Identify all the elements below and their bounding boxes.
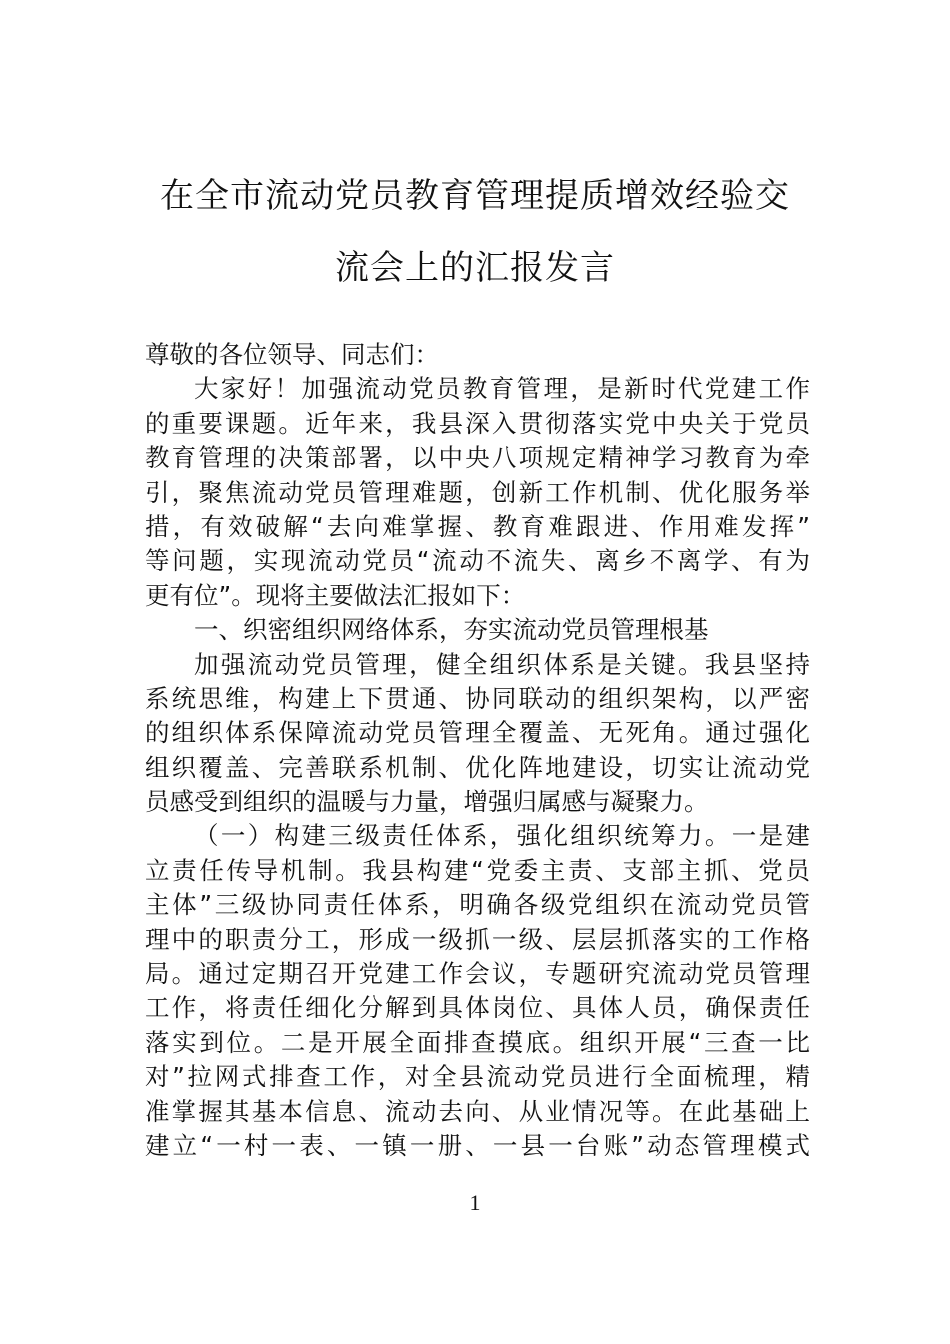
paragraph-line: 大家好！加强流动党员教育管理，是新时代党建工作 xyxy=(194,374,810,404)
document-body xyxy=(145,338,810,1163)
section-heading: 一、织密组织网络体系，夯实流动党员管理根基 xyxy=(194,615,709,645)
paragraph-line: 的组织体系保障流动党员管理全覆盖、无死角。通过强化 xyxy=(145,718,810,748)
paragraph-line: 局。通过定期召开党建工作会议，专题研究流动党员管理 xyxy=(145,959,810,989)
paragraph-line: 教育管理的决策部署，以中央八项规定精神学习教育为牵 xyxy=(145,443,810,473)
paragraph-line: 立责任传导机制。我县构建“党委主责、支部主抓、党员 xyxy=(145,855,810,885)
paragraph-line: 引，聚焦流动党员管理难题，创新工作机制、优化服务举 xyxy=(145,477,810,507)
salutation: 尊敬的各位领导、同志们： xyxy=(145,340,439,369)
paragraph-line: 等问题，实现流动党员“流动不流失、离乡不离学、有为 xyxy=(145,546,810,576)
paragraph-line: 理中的职责分工，形成一级抓一级、层层抓落实的工作格 xyxy=(145,924,810,954)
paragraph-line: 落实到位。二是开展全面排查摸底。组织开展“三查一比 xyxy=(145,1027,810,1057)
page-number: 1 xyxy=(469,1190,481,1215)
document-title-line-2: 流会上的汇报发言 xyxy=(335,248,615,288)
document-title-line-1: 在全市流动党员教育管理提质增效经验交 xyxy=(160,176,790,216)
paragraph-line: 员感受到组织的温暖与力量，增强归属感与凝聚力。 xyxy=(145,787,709,817)
paragraph-line: 对”拉网式排查工作，对全县流动党员进行全面梳理，精 xyxy=(145,1062,810,1092)
paragraph-line: 系统思维，构建上下贯通、协同联动的组织架构，以严密 xyxy=(145,683,810,713)
paragraph-line: 准掌握其基本信息、流动去向、从业情况等。在此基础上 xyxy=(145,1096,810,1126)
paragraph-line: （一）构建三级责任体系，强化组织统筹力。一是建 xyxy=(194,821,810,851)
paragraph-line: 组织覆盖、完善联系机制、优化阵地建设，切实让流动党 xyxy=(145,752,810,782)
paragraph-line: 的重要课题。近年来，我县深入贯彻落实党中央关于党员 xyxy=(145,408,810,438)
paragraph-line: 更有位”。现将主要做法汇报如下： xyxy=(145,580,526,610)
paragraph-line: 建立“一村一表、一镇一册、一县一台账”动态管理模式 xyxy=(145,1130,810,1160)
paragraph-line: 主体”三级协同责任体系，明确各级党组织在流动党员管 xyxy=(145,890,810,920)
paragraph-line: 措，有效破解“去向难掌握、教育难跟进、作用难发挥” xyxy=(145,511,810,541)
paragraph-line: 工作，将责任细化分解到具体岗位、具体人员，确保责任 xyxy=(145,993,810,1023)
paragraph-line: 加强流动党员管理，健全组织体系是关键。我县坚持 xyxy=(194,649,810,679)
